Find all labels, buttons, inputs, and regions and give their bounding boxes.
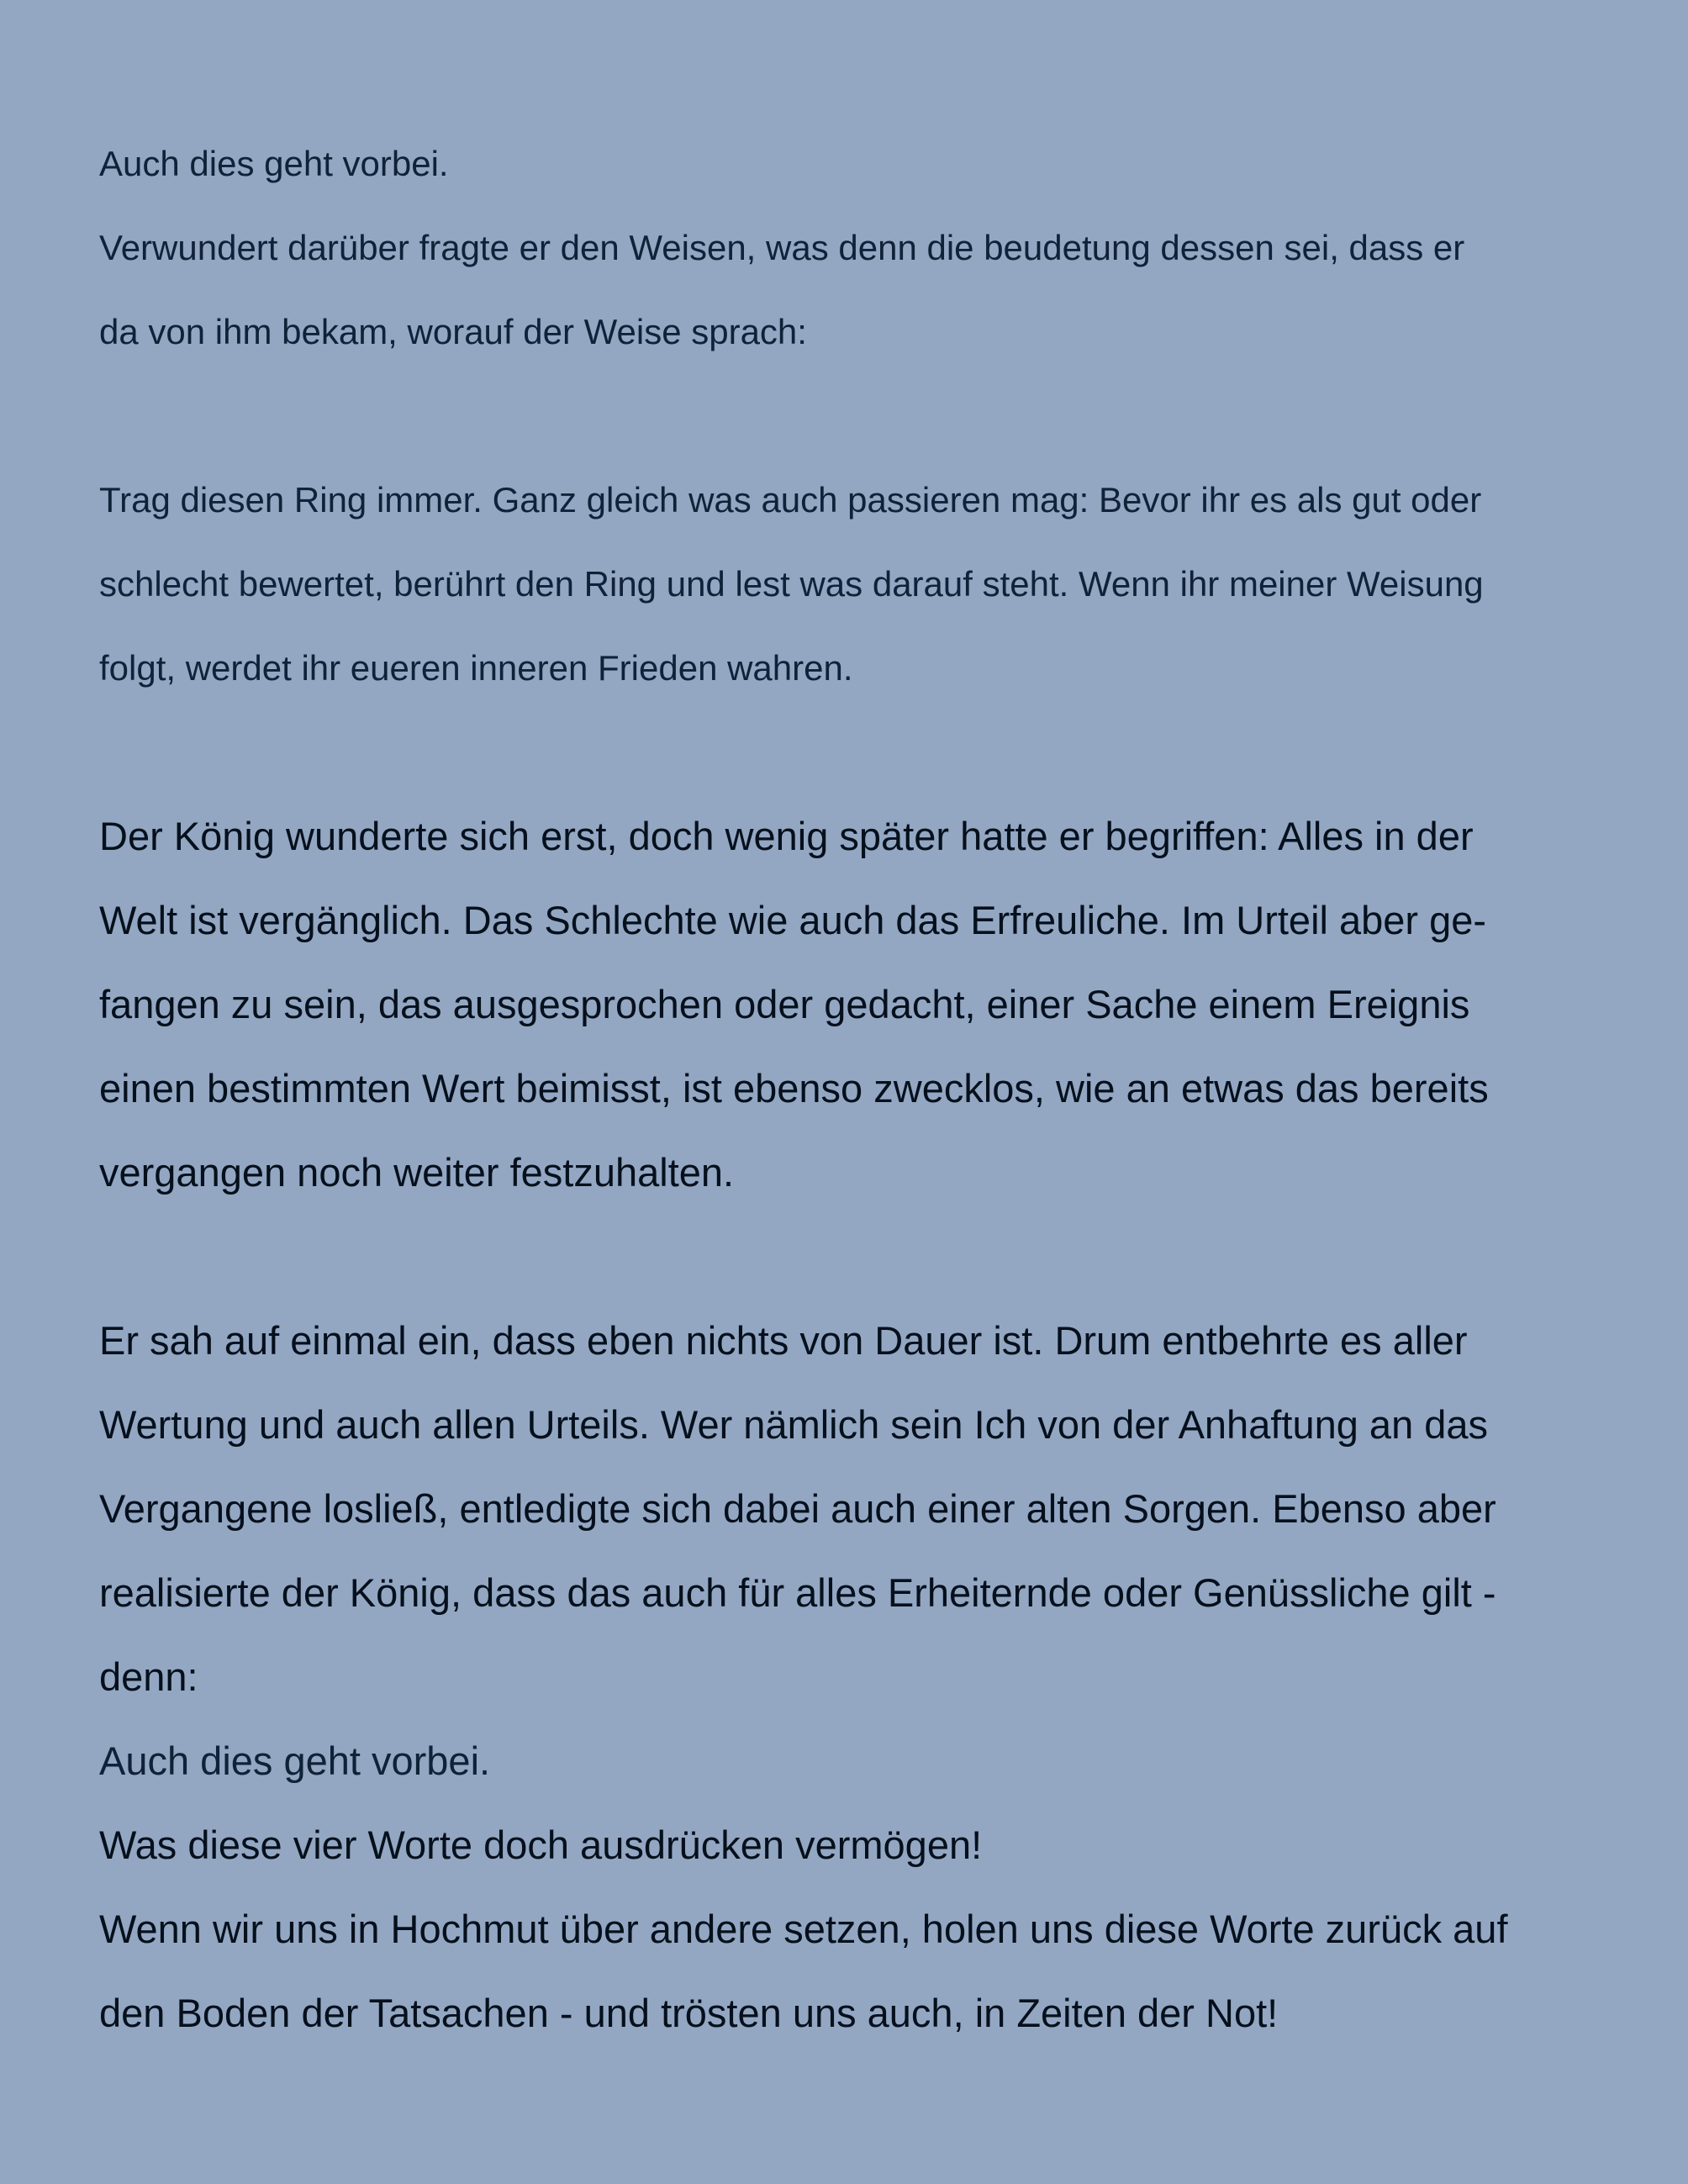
intro-line: Verwundert darüber fragte er den Weisen, was denn die beudetung dessen sei, dass er xyxy=(99,228,1465,267)
paragraph2-line: Vergangene losließ, entledigte sich dabei auch einer alten Sorgen. Ebenso aber xyxy=(99,1486,1496,1531)
paragraph2-line: denn: xyxy=(99,1654,198,1699)
paragraph2-line: Er sah auf einmal ein, dass eben nichts von Dauer ist. Drum entbehrte es aller xyxy=(99,1318,1468,1363)
paragraph-spacer xyxy=(99,710,1612,794)
paragraph2-line: Wertung und auch allen Urteils. Wer nämlich sein Ich von der Anhaftung an das xyxy=(99,1402,1489,1447)
closing-line: Was diese vier Worte doch ausdrücken vermögen! xyxy=(99,1823,983,1867)
intro-line: da von ihm bekam, worauf der Weise sprach: xyxy=(99,312,807,351)
paragraph1-line: Welt ist vergänglich. Das Schlechte wie auch das Erfreuliche. Im Urteil aber ge- xyxy=(99,898,1487,942)
intro-heading: Auch dies geht vorbei. xyxy=(99,144,449,183)
paragraph1-line: vergangen noch weiter festzuhalten. xyxy=(99,1150,735,1195)
paragraph-spacer xyxy=(99,374,1612,458)
quote-line: Trag diesen Ring immer. Ganz gleich was auch passieren mag: Bevor ihr es als gut oder xyxy=(99,480,1482,520)
paragraph1-line: Der König wunderte sich erst, doch wenig später hatte er begriffen: Alles in der xyxy=(99,814,1474,858)
document-page xyxy=(99,122,1612,2055)
paragraph2-line: realisierte der König, dass das auch für alles Erheiternde oder Genüssliche gilt - xyxy=(99,1570,1496,1615)
paragraph1-line: fangen zu sein, das ausgesprochen oder gedacht, einer Sache einem Ereignis xyxy=(99,982,1470,1026)
paragraph-spacer xyxy=(99,1215,1612,1299)
quote-line: schlecht bewertet, berührt den Ring und lest was darauf steht. Wenn ihr meiner Weisung xyxy=(99,564,1484,604)
quote-line: folgt, werdet ihr eueren inneren Frieden wahren. xyxy=(99,648,853,688)
closing-line: Wenn wir uns in Hochmut über andere setzen, holen uns diese Worte zurück auf xyxy=(99,1907,1508,1951)
closing-line: den Boden der Tatsachen - und trösten uns auch, in Zeiten der Not! xyxy=(99,1991,1279,2035)
motto-line: Auch dies geht vorbei. xyxy=(99,1738,491,1783)
paragraph1-line: einen bestimmten Wert beimisst, ist ebenso zwecklos, wie an etwas das bereits xyxy=(99,1066,1489,1110)
